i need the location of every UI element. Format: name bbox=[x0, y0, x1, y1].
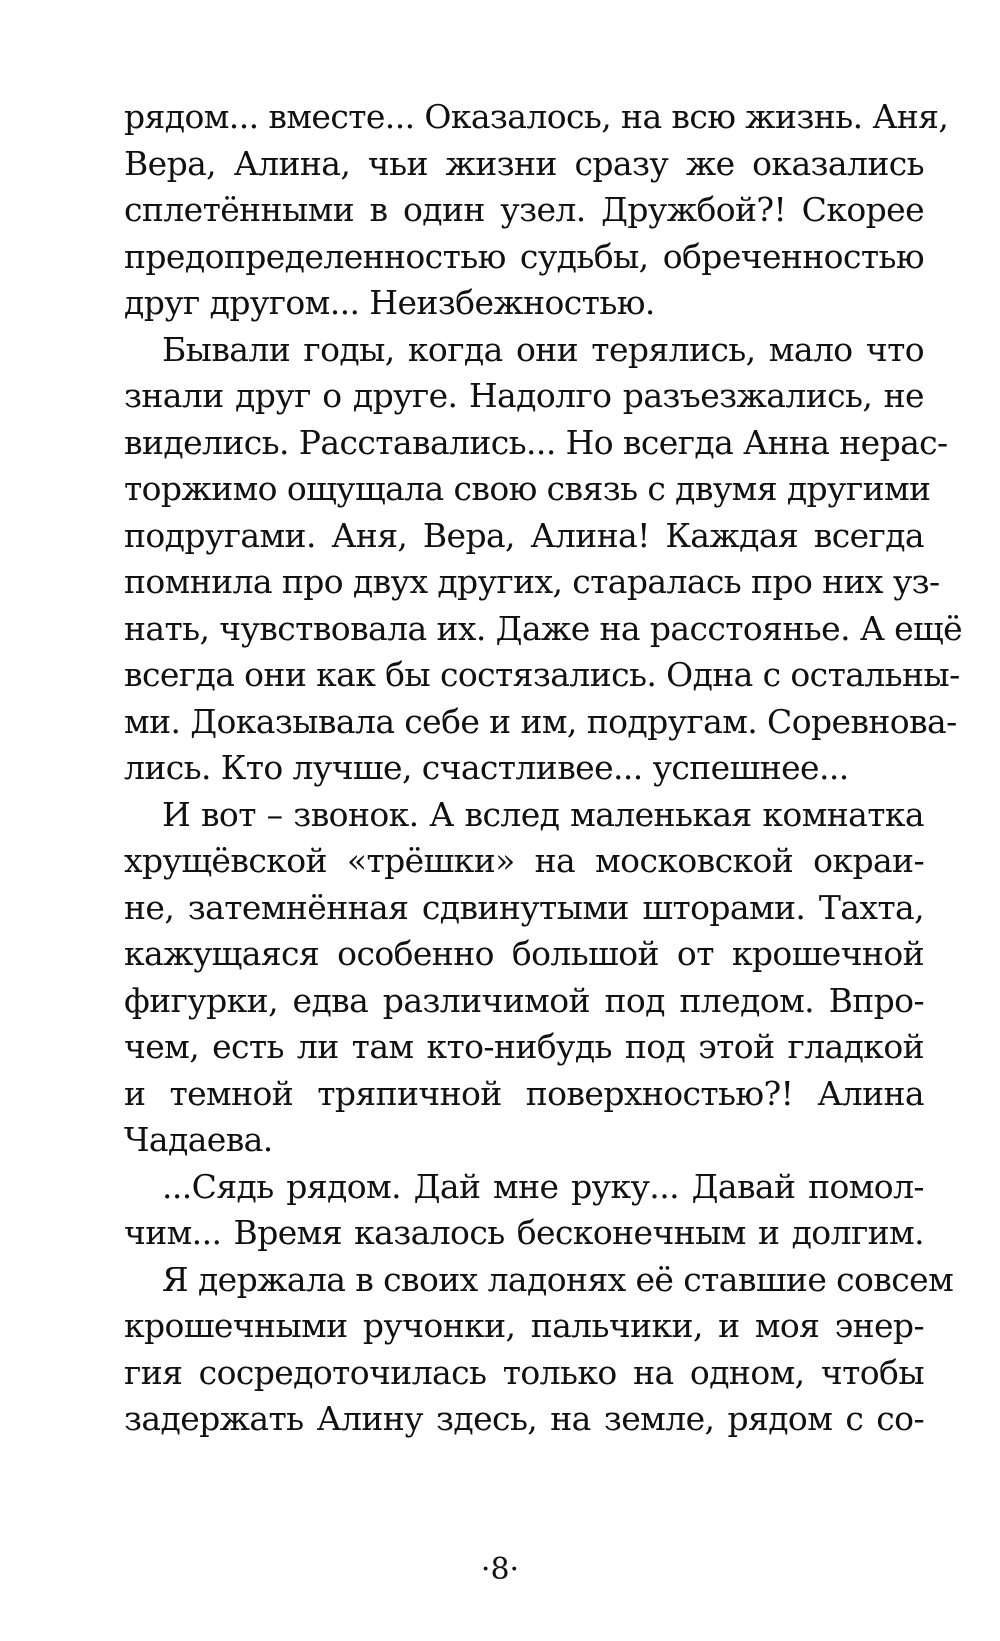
text-line: предопределенностью судьбы, обреченностью bbox=[124, 236, 924, 276]
text-line: И вот – звонок. А вслед маленькая комнатка bbox=[162, 794, 924, 834]
text-line: ...Сядь рядом. Дай мне руку... Давай помол- bbox=[162, 1166, 924, 1206]
text-line: друг другом... Неизбежностью. bbox=[124, 283, 655, 322]
text-line: фигурки, едва различимой под пледом. Впро- bbox=[124, 980, 924, 1020]
text-line: лись. Кто лучше, счастливее... успешнее... bbox=[124, 748, 849, 787]
text-line: Я держала в своих ладонях её ставшие совсем bbox=[162, 1259, 954, 1299]
text-line: подругами. Аня, Вера, Алина! Каждая всегда bbox=[124, 515, 924, 555]
text-line: Бывали годы, когда они терялись, мало что bbox=[162, 329, 924, 369]
text-line: чим... Время казалось бесконечным и долгим. bbox=[124, 1213, 924, 1252]
text-line: виделись. Расставались... Но всегда Анна нерас- bbox=[124, 422, 948, 462]
text-line: торжимо ощущала свою связь с двумя другими bbox=[124, 469, 931, 508]
text-line: ми. Доказывала себе и им, подругам. Соревнова- bbox=[124, 701, 957, 741]
text-line: помнила про двух других, старалась про них уз- bbox=[124, 562, 940, 601]
text-line: чем, есть ли там кто-нибудь под этой гладкой bbox=[124, 1027, 924, 1066]
body-text bbox=[124, 94, 963, 1443]
text-line: и темной тряпичной поверхностью?! Алина bbox=[124, 1073, 924, 1113]
text-line: не, затемнённая сдвинутыми шторами. Тахта, bbox=[124, 887, 924, 927]
text-line: знали друг о друге. Надолго разъезжались, не bbox=[124, 376, 924, 415]
text-line: хрущёвской «трёшки» на московской окраи- bbox=[124, 841, 924, 880]
text-line: гия сосредоточилась только на одном, чтобы bbox=[124, 1352, 924, 1392]
text-line: всегда они как бы состязались. Одна с остальны- bbox=[124, 655, 960, 694]
text-line: рядом... вместе... Оказалось, на всю жизнь. Аня, bbox=[124, 97, 949, 136]
text-line: задержать Алину здесь, на земле, рядом с со- bbox=[124, 1399, 924, 1438]
text-line: кажущаяся особенно большой от крошечной bbox=[124, 934, 924, 973]
text-line: крошечными ручонки, пальчики, и моя энер- bbox=[124, 1306, 924, 1345]
text-line: Вера, Алина, чьи жизни сразу же оказались bbox=[124, 143, 924, 183]
text-line: сплетёнными в один узел. Дружбой?! Скорее bbox=[124, 190, 924, 229]
text-line: нать, чувствовала их. Даже на расстоянье. А ещё bbox=[124, 608, 963, 648]
page-number: ·8· bbox=[480, 1552, 520, 1587]
text-line: Чадаева. bbox=[124, 1120, 273, 1159]
